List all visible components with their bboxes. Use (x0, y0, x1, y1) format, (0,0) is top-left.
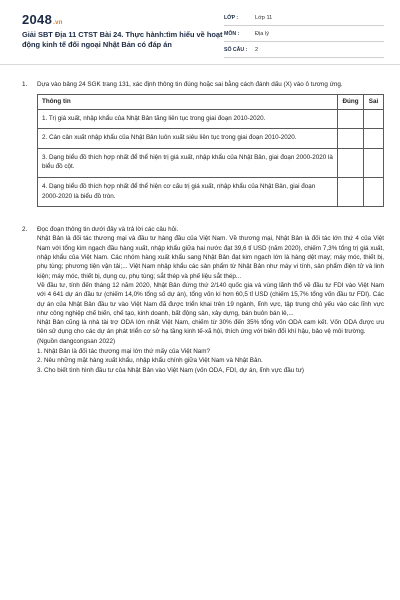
false-answer-cell[interactable] (364, 177, 384, 206)
statement-cell: 2. Cán cân xuất nhập khẩu của Nhật Bản luôn xuất siêu liên tục trong giai đoạn 2010-2020. (38, 129, 338, 149)
meta-label: SỐ CÂU : (224, 46, 248, 53)
sub-question: 2. Nêu những mặt hàng xuất khẩu, nhập khẩu chính giữa Việt Nam và Nhật Bản. (37, 357, 263, 365)
table-row (38, 177, 384, 206)
true-answer-cell[interactable] (338, 177, 364, 206)
table-row (38, 129, 384, 149)
column-header-true: Đúng (338, 95, 364, 109)
statement-cell: 3. Dạng biểu đồ thích hợp nhất để thể hiện trị giá xuất, nhập khẩu của Nhật Bản, giai đoạn 2000-2020 là biểu đồ cột. (38, 148, 338, 177)
page-header (0, 0, 400, 62)
false-answer-cell[interactable] (364, 129, 384, 149)
question-body (37, 80, 384, 207)
sub-questions (37, 347, 384, 375)
logo-tld: .vn (53, 20, 63, 26)
meta-row-class (224, 10, 384, 26)
meta-value: 2 (255, 46, 259, 53)
question-prompt: Dựa vào bảng 24 SGK trang 131, xác định thông tin đúng hoặc sai bằng cách đánh dấu (X) vào ô tương ứng. (37, 81, 343, 88)
passage-paragraph: Nhật Bản cũng là nhà tài trợ ODA lớn nhất Việt Nam, chiếm từ 30% đến 35% tổng vốn ODA cam kết. Vốn ODA được ưu tiên sử dụng cho các dự án phát triển cơ sở hạ tầng kinh tế-xã hội, thích ứng với biến đổi khí hậu, bảo vệ môi trường. (37, 319, 384, 336)
meta-box (224, 10, 384, 58)
meta-row-subject (224, 26, 384, 42)
true-answer-cell[interactable] (338, 148, 364, 177)
question-body (37, 225, 384, 375)
meta-label: LỚP : (224, 14, 239, 21)
passage-source: (Nguồn dangcongsan 2022) (37, 337, 116, 345)
false-answer-cell[interactable] (364, 109, 384, 129)
meta-row-question-count (224, 42, 384, 58)
table-row (38, 109, 384, 129)
passage-paragraph: Nhật Bản là đối tác thương mại và đầu tư hàng đầu của Việt Nam. Về thương mại, Nhật Bản là đối tác lớn thứ 4 của Việt Nam với tổng kim ngạch đầu hàng xuất, nhập khẩu giữa hai nước đạt 39,6 tỉ USD (năm 2020), chiếm 7,3% tổng trị giá xuất, nhập khẩu của Việt Nam. Các nhóm hàng xuất khẩu sang Nhật Bản đạt kim ngạch lớn là hàng dệt may; máy móc, thiết bị, phụ tùng; phương tiện vận tải;... Việt Nam nhập khẩu các sản phẩm từ Nhật Bản như máy vi tính, sản phẩm điện tử và linh kiện; máy móc, thiết bị, dụng cụ, phụ tùng; sắt thép và phế liệu sắt thép... (37, 235, 384, 280)
column-header-info: Thông tin (38, 95, 338, 109)
true-answer-cell[interactable] (338, 109, 364, 129)
column-header-false: Sai (364, 95, 384, 109)
sub-question: 3. Cho biết tình hình đầu tư của Nhật Bản vào Việt Nam (vốn ODA, FDI, dự án, lĩnh vực đầu tư) (37, 366, 305, 374)
statement-cell: 1. Trị giá xuất, nhập khẩu của Nhật Bản tăng liên tục trong giai đoạn 2010-2020. (38, 109, 338, 129)
passage-paragraph: Về đầu tư, tính đến tháng 12 năm 2020, Nhật Bản đứng thứ 2/140 quốc gia và vùng lãnh thổ về đầu tư FDI vào Việt Nam với 4 641 dự án đầu tư (chiếm 14,0% tổng số dự án), tổng vốn kí hơn 60,5 tỉ USD (chiếm 15,7% tổng vốn đầu tư FDI). Các dự án của Nhật Bản đầu tư vào Việt Nam đã được triển khai trên 19 ngành, lĩnh vực, tập trung chủ yếu vào các lĩnh vực như công nghiệp chế biến, chế tạo, kinh doanh, bất động sản, xây dựng, bán buôn bán lẻ,... (37, 281, 384, 317)
question-number: 1. (22, 81, 28, 88)
table-row (38, 148, 384, 177)
logo-text: 2048 (22, 12, 53, 27)
header-divider (0, 64, 400, 65)
question-1 (22, 80, 384, 207)
question-intro: Đọc đoạn thông tin dưới đây và trả lời các câu hỏi. (37, 226, 179, 234)
meta-value: Địa lý (255, 30, 269, 37)
meta-value: Lớp 11 (255, 14, 273, 21)
site-logo[interactable] (22, 12, 63, 27)
meta-label: MÔN : (224, 30, 240, 37)
true-false-table (37, 94, 384, 207)
question-2 (22, 225, 384, 375)
document-content (22, 80, 384, 375)
true-answer-cell[interactable] (338, 129, 364, 149)
question-number: 2. (22, 226, 28, 234)
table-header-row (38, 95, 384, 109)
document-title: Giải SBT Địa 11 CTST Bài 24. Thực hành:tìm hiểu về hoạt động kinh tế đối ngoại Nhật Bản có đáp án (22, 30, 223, 49)
sub-question: 1. Nhật Bản là đối tác thương mại lớn thứ mấy của Việt Nam? (37, 348, 211, 356)
false-answer-cell[interactable] (364, 148, 384, 177)
statement-cell: 4. Dạng biểu đồ thích hợp nhất để thể hiện cơ cấu trị giá xuất, nhập khẩu của Nhật Bản, giai đoạn 2000-2020 là biểu đồ tròn. (38, 177, 338, 206)
